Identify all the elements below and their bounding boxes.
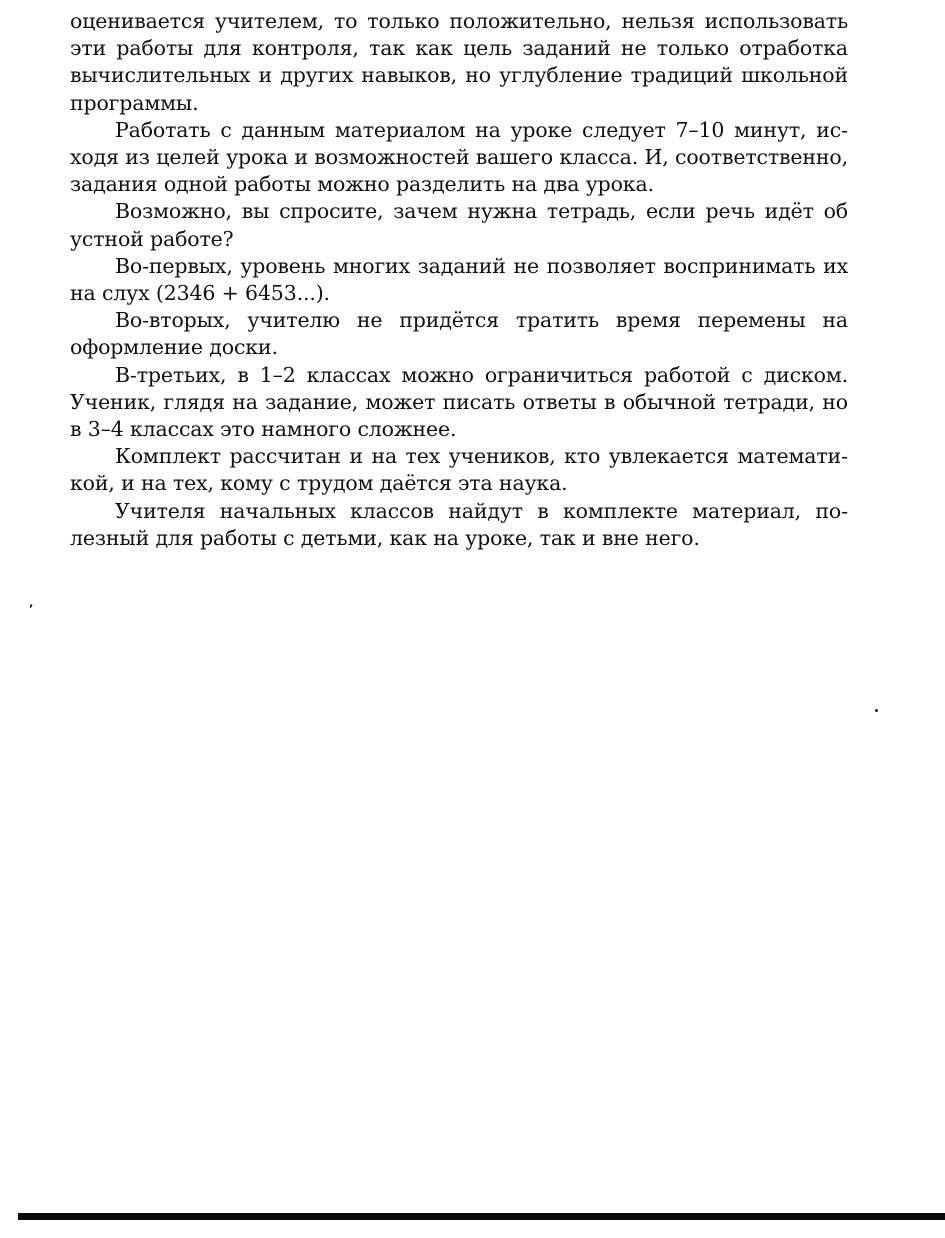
paragraph-lesson-duration: Работать с данным материалом на уроке следует 7–10 минут, исходя из целей урока и возможностей вашего класса. И, соответственно, задания одной работы можно разделить на два урока. [70, 117, 848, 197]
paragraph-third-reason: В-третьих, в 1–2 классах можно ограничиться работой с диском. Ученик, глядя на задание, может писать ответы в обычной тетради, но в 3–4 классах это намного сложнее. [70, 362, 848, 442]
scan-speck [29, 604, 33, 608]
page-text [70, 8, 848, 552]
paragraph-second-reason: Во-вторых, учителю не придётся тратить время перемены на оформление доски. [70, 308, 848, 360]
page-bottom-rule [18, 1213, 945, 1220]
paragraph-first-reason: Во-первых, уровень многих заданий не позволяет воспринимать их на слух (2346 + 6453...). [70, 253, 848, 306]
paragraph-question: Возможно, вы спросите, зачем нужна тетрадь, если речь идёт об устной работе? [70, 199, 848, 251]
scan-speck [875, 709, 878, 712]
paragraph-audience: Комплект рассчитан и на тех учеников, кто увлекается математикой, и на тех, кому с трудом даётся эта наука. [70, 444, 848, 496]
paragraph-conclusion: Учителя начальных классов найдут в комплекте материал, полезный для работы с детьми, как на уроке, так и вне него. [70, 498, 848, 550]
paragraph-continued: оценивается учителем, то только положительно, нельзя использовать эти работы для контроля, так как цель заданий не только отработка вычислительных и других навыков, но углубление традиций школьной программы. [70, 9, 848, 115]
